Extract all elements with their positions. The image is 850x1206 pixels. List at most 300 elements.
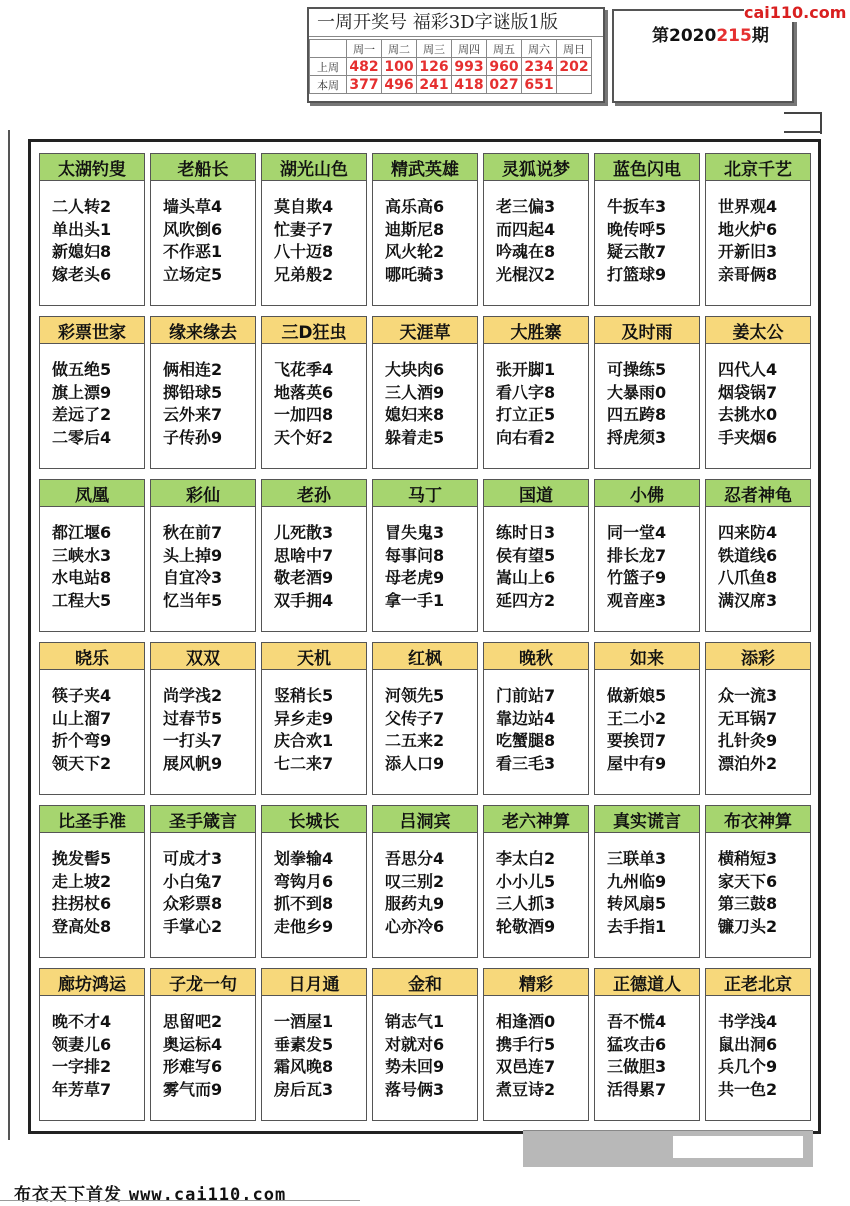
riddle-cell: [705, 642, 811, 795]
riddle-cell: [150, 968, 256, 1121]
riddle-cell: [594, 805, 700, 958]
cell-title: 子龙一句: [150, 968, 256, 996]
riddle-line: 共一色2: [718, 1079, 778, 1099]
riddle-grid: [28, 139, 821, 1134]
cell-title: 彩票世家: [39, 316, 145, 344]
cell-riddle-lines: [274, 1011, 333, 1101]
riddle-cell: [39, 642, 145, 795]
riddle-line: 小白兔7: [163, 871, 223, 891]
cell-title: 马丁: [372, 479, 478, 507]
riddle-line: 同一堂4: [607, 523, 667, 542]
riddle-line: 相逢酒0: [496, 1012, 556, 1031]
riddle-cell: [261, 968, 367, 1121]
cell-riddle-lines: [163, 196, 222, 286]
riddle-line: 镰刀头2: [718, 916, 778, 936]
riddle-line: 活得累7: [607, 1079, 667, 1099]
riddle-line: 秋在前7: [163, 523, 223, 542]
riddle-line: 八十迈8: [274, 242, 334, 261]
riddle-line: 每事问8: [385, 545, 445, 565]
cell-title: 缘来缘去: [150, 316, 256, 344]
cell-riddle-lines: [52, 359, 111, 449]
riddle-line: 疑云散7: [607, 242, 667, 261]
riddle-line: 领妻儿6: [52, 1034, 112, 1054]
riddle-line: 吟魂在8: [496, 242, 556, 261]
left-margin-line: [8, 130, 10, 1140]
riddle-cell: [594, 642, 700, 795]
last-week-num: 126: [417, 58, 452, 76]
riddle-line: 异乡走9: [274, 708, 334, 728]
riddle-line: 都江堰6: [52, 523, 112, 542]
riddle-line: 躲着走5: [385, 427, 445, 447]
riddle-cell: [594, 968, 700, 1121]
cell-riddle-lines: [607, 522, 666, 612]
cell-riddle-lines: [274, 196, 333, 286]
riddle-line: 四代人4: [718, 360, 778, 379]
riddle-cell: [39, 479, 145, 632]
riddle-line: 掷铅球5: [163, 382, 223, 402]
weekly-results-box: [307, 7, 605, 103]
riddle-line: 霜风晚8: [274, 1057, 334, 1076]
riddle-line: 忆当年5: [163, 590, 223, 610]
cell-riddle-lines: [385, 848, 444, 938]
riddle-line: 屋中有9: [607, 753, 667, 773]
riddle-cell: [150, 805, 256, 958]
cell-riddle-lines: [607, 1011, 666, 1101]
this-week-num: 241: [417, 76, 452, 94]
riddle-line: 煮豆诗2: [496, 1079, 556, 1099]
cell-title: 老船长: [150, 153, 256, 181]
riddle-cell: [594, 153, 700, 306]
riddle-line: 云外来7: [163, 405, 223, 424]
riddle-line: 亲哥俩8: [718, 264, 778, 284]
riddle-line: 过春节5: [163, 708, 223, 728]
riddle-cell: [483, 968, 589, 1121]
riddle-cell: [261, 153, 367, 306]
riddle-line: 手掌心2: [163, 916, 223, 936]
riddle-line: 风火轮2: [385, 242, 445, 261]
riddle-line: 满汉席3: [718, 590, 778, 610]
day-wed: 周三: [417, 40, 452, 58]
riddle-line: 侯有望5: [496, 545, 556, 565]
riddle-line: 媳妇来8: [385, 405, 445, 424]
riddle-cell: [39, 316, 145, 469]
cell-riddle-lines: [385, 196, 444, 286]
cell-title: 太湖钓叟: [39, 153, 145, 181]
cell-title: 及时雨: [594, 316, 700, 344]
riddle-line: 登高处8: [52, 916, 112, 936]
riddle-line: 一酒屋1: [274, 1012, 334, 1031]
riddle-line: 不作恶1: [163, 242, 223, 261]
cell-riddle-lines: [496, 359, 555, 449]
riddle-line: 去挑水0: [718, 405, 778, 424]
riddle-line: 观音座3: [607, 590, 667, 610]
riddle-line: 王二小2: [607, 708, 667, 728]
cell-riddle-lines: [385, 522, 444, 612]
riddle-line: 哪吒骑3: [385, 264, 445, 284]
riddle-line: 去手指1: [607, 916, 667, 936]
this-week-num: 377: [347, 76, 382, 94]
riddle-cell: [705, 479, 811, 632]
days-row: [310, 40, 592, 58]
cell-title: 晚秋: [483, 642, 589, 670]
riddle-line: 山上溜7: [52, 708, 112, 728]
cell-title: 比圣手准: [39, 805, 145, 833]
riddle-line: 雾气而9: [163, 1079, 223, 1099]
riddle-line: 看八字8: [496, 382, 556, 402]
day-thu: 周四: [452, 40, 487, 58]
riddle-cell: [372, 153, 478, 306]
riddle-line: 练时日3: [496, 523, 556, 542]
riddle-line: 新媳妇8: [52, 242, 112, 261]
last-week-num: 202: [557, 58, 592, 76]
cell-riddle-lines: [607, 359, 666, 449]
riddle-cell: [372, 968, 478, 1121]
riddle-line: 双手拥4: [274, 590, 334, 610]
riddle-line: 四五跨8: [607, 405, 667, 424]
riddle-line: 晚不才4: [52, 1012, 112, 1031]
issue-number: 215: [716, 26, 752, 46]
cell-title: 长城长: [261, 805, 367, 833]
footer-credit: 布衣天下首发 www.cai110.com: [14, 1185, 287, 1205]
cell-title: 布衣神算: [705, 805, 811, 833]
cell-riddle-lines: [52, 848, 111, 938]
cell-riddle-lines: [718, 848, 777, 938]
riddle-line: 落号俩3: [385, 1079, 445, 1099]
riddle-cell: [150, 642, 256, 795]
riddle-line: 手夹烟6: [718, 427, 778, 447]
this-week-row: [310, 76, 592, 94]
riddle-line: 横稍短3: [718, 849, 778, 868]
riddle-line: 头上掉9: [163, 545, 223, 565]
cell-title: 大胜寨: [483, 316, 589, 344]
riddle-line: 铁道线6: [718, 545, 778, 565]
cell-riddle-lines: [163, 1011, 222, 1101]
riddle-line: 三联单3: [607, 849, 667, 868]
cell-title: 天机: [261, 642, 367, 670]
riddle-line: 差远了2: [52, 405, 112, 424]
riddle-line: 父传子7: [385, 708, 445, 728]
cell-title: 北京千艺: [705, 153, 811, 181]
cell-riddle-lines: [385, 685, 444, 775]
riddle-line: 三人酒9: [385, 382, 445, 402]
cell-riddle-lines: [718, 196, 777, 286]
cell-title: 真实谎言: [594, 805, 700, 833]
cell-riddle-lines: [496, 522, 555, 612]
riddle-line: 鼠出洞6: [718, 1034, 778, 1054]
riddle-line: 家天下6: [718, 871, 778, 891]
riddle-line: 迪斯尼8: [385, 219, 445, 239]
cell-title: 国道: [483, 479, 589, 507]
cell-title: 吕洞宾: [372, 805, 478, 833]
this-week-num: 027: [487, 76, 522, 94]
riddle-line: 奥运标4: [163, 1034, 223, 1054]
riddle-line: 七二来7: [274, 753, 334, 773]
riddle-line: 忙妻子7: [274, 219, 334, 239]
riddle-line: 地火炉6: [718, 219, 778, 239]
riddle-line: 展风帆9: [163, 753, 223, 773]
cell-riddle-lines: [52, 685, 111, 775]
riddle-cell: [483, 805, 589, 958]
riddle-line: 工程大5: [52, 590, 112, 610]
day-fri: 周五: [487, 40, 522, 58]
riddle-line: 可操练5: [607, 360, 667, 379]
riddle-line: 对就对6: [385, 1034, 445, 1054]
riddle-line: 墙头草4: [163, 197, 223, 216]
cell-riddle-lines: [385, 359, 444, 449]
cell-title: 正老北京: [705, 968, 811, 996]
cell-title: 双双: [150, 642, 256, 670]
cell-riddle-lines: [718, 1011, 777, 1101]
cell-title: 湖光山色: [261, 153, 367, 181]
riddle-line: 年芳草7: [52, 1079, 112, 1099]
cell-riddle-lines: [163, 359, 222, 449]
last-week-label: 上周: [310, 58, 347, 76]
riddle-line: 老三偏3: [496, 197, 556, 216]
cell-riddle-lines: [274, 359, 333, 449]
riddle-line: 二人转2: [52, 197, 112, 216]
riddle-line: 嵩山上6: [496, 568, 556, 587]
riddle-line: 立场定5: [163, 264, 223, 284]
riddle-cell: [483, 642, 589, 795]
riddle-line: 兵几个9: [718, 1057, 778, 1076]
riddle-line: 筷子夹4: [52, 686, 112, 705]
riddle-cell: [483, 479, 589, 632]
last-week-num: 960: [487, 58, 522, 76]
riddle-line: 一加四8: [274, 405, 334, 424]
riddle-cell: [705, 968, 811, 1121]
riddle-cell: [483, 316, 589, 469]
riddle-cell: [150, 479, 256, 632]
riddle-line: 地落英6: [274, 382, 334, 402]
riddle-line: 向右看2: [496, 427, 556, 447]
riddle-line: 延四方2: [496, 590, 556, 610]
riddle-line: 三人抓3: [496, 894, 556, 913]
riddle-line: 靠边站4: [496, 708, 556, 728]
riddle-line: 思啥中7: [274, 545, 334, 565]
day-sat: 周六: [522, 40, 557, 58]
riddle-line: 高乐高6: [385, 197, 445, 216]
day-tue: 周二: [382, 40, 417, 58]
riddle-line: 而四起4: [496, 219, 556, 239]
cell-title: 小佛: [594, 479, 700, 507]
riddle-line: 子传孙9: [163, 427, 223, 447]
riddle-line: 书学浅4: [718, 1012, 778, 1031]
cell-title: 彩仙: [150, 479, 256, 507]
riddle-line: 尚学浅2: [163, 686, 223, 705]
this-week-num: 496: [382, 76, 417, 94]
last-week-num: 993: [452, 58, 487, 76]
riddle-cell: [372, 479, 478, 632]
cell-title: 老孙: [261, 479, 367, 507]
cell-riddle-lines: [385, 1011, 444, 1101]
riddle-line: 嫁老头6: [52, 264, 112, 284]
cell-title: 圣手箴言: [150, 805, 256, 833]
riddle-line: 垂素发5: [274, 1034, 334, 1054]
cell-riddle-lines: [607, 196, 666, 286]
riddle-line: 挽发髻5: [52, 849, 112, 868]
riddle-line: 门前站7: [496, 686, 556, 705]
riddle-cell: [150, 316, 256, 469]
riddle-line: 房后瓦3: [274, 1079, 334, 1099]
riddle-line: 四来防4: [718, 523, 778, 542]
cell-title: 忍者神龟: [705, 479, 811, 507]
issue-title: 第2020215期: [652, 26, 769, 46]
riddle-cell: [372, 316, 478, 469]
cell-riddle-lines: [496, 685, 555, 775]
riddle-line: 大块肉6: [385, 360, 445, 379]
last-week-num: 234: [522, 58, 557, 76]
cell-riddle-lines: [52, 196, 111, 286]
cell-riddle-lines: [718, 359, 777, 449]
riddle-line: 李太白2: [496, 849, 556, 868]
riddle-cell: [261, 805, 367, 958]
riddle-line: 势未回9: [385, 1057, 445, 1076]
cell-title: 天涯草: [372, 316, 478, 344]
riddle-line: 形难写6: [163, 1057, 223, 1076]
riddle-line: 光棍汉2: [496, 264, 556, 284]
riddle-line: 单出头1: [52, 219, 112, 239]
riddle-line: 双邑连7: [496, 1057, 556, 1076]
riddle-line: 打立正5: [496, 405, 556, 424]
riddle-line: 转风扇5: [607, 894, 667, 913]
cell-riddle-lines: [496, 1011, 555, 1101]
footer-rule: [0, 1200, 360, 1201]
riddle-line: 自宜冷3: [163, 568, 223, 587]
riddle-line: 服药丸9: [385, 894, 445, 913]
riddle-line: 可成才3: [163, 849, 223, 868]
riddle-line: 九州临9: [607, 871, 667, 891]
cell-riddle-lines: [718, 685, 777, 775]
cell-riddle-lines: [607, 685, 666, 775]
riddle-line: 叹三别2: [385, 871, 445, 891]
riddle-line: 添人口9: [385, 753, 445, 773]
cell-title: 红枫: [372, 642, 478, 670]
riddle-line: 开新旧3: [718, 242, 778, 261]
this-week-num: 651: [522, 76, 557, 94]
cell-title: 灵狐说梦: [483, 153, 589, 181]
riddle-cell: [261, 479, 367, 632]
riddle-line: 张开脚1: [496, 360, 556, 379]
riddle-line: 思留吧2: [163, 1012, 223, 1031]
day-sun: 周日: [557, 40, 592, 58]
cell-riddle-lines: [163, 685, 222, 775]
cell-title: 三D狂虫: [261, 316, 367, 344]
site-logo-text: cai110.com: [744, 3, 847, 22]
cell-riddle-lines: [607, 848, 666, 938]
last-week-row: [310, 58, 592, 76]
cell-riddle-lines: [163, 848, 222, 938]
riddle-line: 三做胆3: [607, 1057, 667, 1076]
this-week-num: [557, 76, 592, 94]
riddle-line: 走上坡2: [52, 871, 112, 891]
cell-title: 金和: [372, 968, 478, 996]
cell-title: 精武英雄: [372, 153, 478, 181]
weekly-results-table: [309, 39, 592, 94]
riddle-line: 水电站8: [52, 568, 112, 587]
last-week-num: 482: [347, 58, 382, 76]
riddle-line: 一打头7: [163, 731, 223, 750]
riddle-cell: [483, 153, 589, 306]
riddle-line: 吾不慌4: [607, 1012, 667, 1031]
cell-title: 廊坊鸿运: [39, 968, 145, 996]
riddle-line: 飞花季4: [274, 360, 334, 379]
riddle-cell: [150, 153, 256, 306]
riddle-line: 俩相连2: [163, 360, 223, 379]
riddle-line: 二五来2: [385, 731, 445, 750]
riddle-line: 母老虎9: [385, 568, 445, 587]
cell-riddle-lines: [163, 522, 222, 612]
riddle-line: 排长龙7: [607, 545, 667, 565]
riddle-line: 旗上漂9: [52, 382, 112, 402]
riddle-line: 折个弯9: [52, 731, 112, 750]
riddle-line: 扎针灸9: [718, 731, 778, 750]
riddle-line: 小小儿5: [496, 871, 556, 891]
riddle-line: 众一流3: [718, 686, 778, 705]
last-week-num: 100: [382, 58, 417, 76]
issue-box: [612, 9, 794, 103]
cell-title: 添彩: [705, 642, 811, 670]
riddle-line: 牛扳车3: [607, 197, 667, 216]
riddle-cell: [705, 316, 811, 469]
riddle-line: 冒失鬼3: [385, 523, 445, 542]
cell-title: 晓乐: [39, 642, 145, 670]
riddle-line: 兄弟般2: [274, 264, 334, 284]
riddle-line: 莫自欺4: [274, 197, 334, 216]
riddle-line: 要挨罚7: [607, 731, 667, 750]
cell-riddle-lines: [52, 1011, 111, 1101]
riddle-line: 世界观4: [718, 197, 778, 216]
cell-title: 日月通: [261, 968, 367, 996]
riddle-line: 一字排2: [52, 1057, 112, 1076]
riddle-line: 捋虎须3: [607, 427, 667, 447]
riddle-line: 携手行5: [496, 1034, 556, 1054]
riddle-line: 做新娘5: [607, 686, 667, 705]
riddle-cell: [594, 316, 700, 469]
riddle-line: 大暴雨0: [607, 382, 667, 402]
cell-title: 凤凰: [39, 479, 145, 507]
riddle-line: 竖稍长5: [274, 686, 334, 705]
riddle-line: 抓不到8: [274, 894, 334, 913]
riddle-line: 无耳锅7: [718, 708, 778, 728]
cell-title: 正德道人: [594, 968, 700, 996]
cell-riddle-lines: [52, 522, 111, 612]
riddle-cell: [39, 805, 145, 958]
riddle-line: 拄拐杖6: [52, 894, 112, 913]
riddle-cell: [594, 479, 700, 632]
riddle-line: 猛攻击6: [607, 1034, 667, 1054]
riddle-cell: [705, 153, 811, 306]
riddle-line: 领天下2: [52, 753, 112, 773]
decorative-line: [784, 131, 820, 133]
riddle-line: 销志气1: [385, 1012, 445, 1031]
cell-riddle-lines: [496, 848, 555, 938]
this-week-num: 418: [452, 76, 487, 94]
riddle-line: 庆合欢1: [274, 731, 334, 750]
cell-riddle-lines: [274, 522, 333, 612]
cell-riddle-lines: [718, 522, 777, 612]
cell-riddle-lines: [274, 685, 333, 775]
riddle-line: 天个好2: [274, 427, 334, 447]
footer-bar: [523, 1130, 813, 1167]
riddle-cell: [261, 642, 367, 795]
riddle-line: 竹篮子9: [607, 568, 667, 587]
riddle-line: 二零后4: [52, 427, 112, 447]
riddle-line: 划拳输4: [274, 849, 334, 868]
riddle-line: 看三毛3: [496, 753, 556, 773]
riddle-line: 漂泊外2: [718, 753, 778, 773]
riddle-cell: [372, 805, 478, 958]
riddle-line: 众彩票8: [163, 894, 223, 913]
